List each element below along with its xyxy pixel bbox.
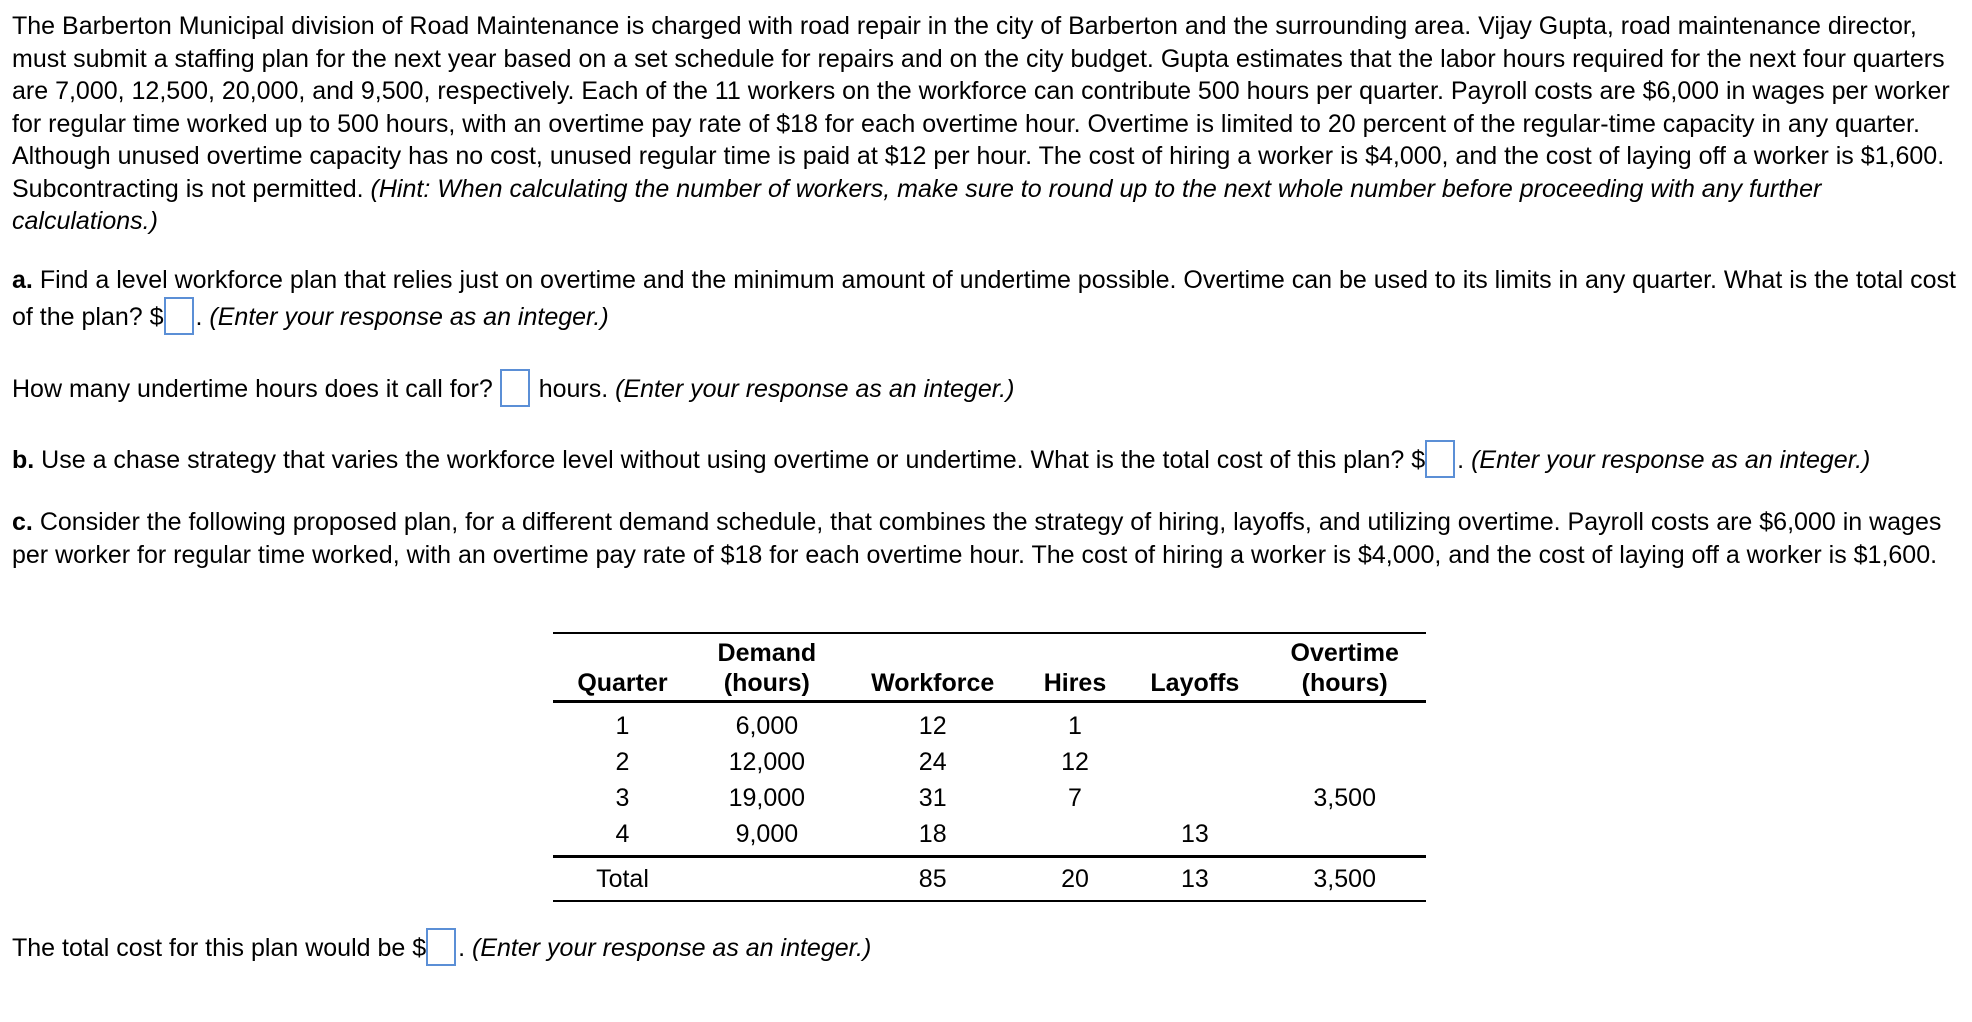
cell-layoffs: 13 xyxy=(1180,820,1209,848)
cell-quarter: 3 xyxy=(615,784,630,812)
cell-hires: 7 xyxy=(1068,784,1082,812)
final-instruction: (Enter your response as an integer.) xyxy=(472,934,872,962)
header-demand-unit: (hours) xyxy=(723,669,810,697)
total-hires: 20 xyxy=(1061,865,1089,893)
part-c-total-cost-input[interactable] xyxy=(426,928,456,966)
table-row xyxy=(553,702,1426,745)
header-hires: Hires xyxy=(1043,669,1107,697)
cell-workforce: 12 xyxy=(918,712,947,740)
part-a-total-cost-input[interactable] xyxy=(164,297,194,335)
total-label: Total xyxy=(596,865,649,893)
cell-overtime: 3,500 xyxy=(1313,784,1376,812)
staffing-plan-table xyxy=(553,632,1426,902)
header-overtime-unit: (hours) xyxy=(1301,669,1388,697)
table-row xyxy=(553,816,1426,857)
part-c-description: Consider the following proposed plan, for a different demand schedule, that combines the strategy of hiring, layoffs, and utilizing overtime. Payroll costs are $6,000 in wages per worker for regular time worked, with an overtime pay rate of $18 for each overtime hour. The cost of hiring a worker is $4,000, and the cost of laying off a worker is $1,600. xyxy=(12,508,1942,569)
cell-hires xyxy=(1024,816,1127,857)
total-demand xyxy=(692,857,842,902)
total-workforce: 85 xyxy=(918,865,947,893)
cell-layoffs xyxy=(1126,702,1263,745)
cell-demand: 19,000 xyxy=(728,784,806,812)
intro-hint: (Hint: When calculating the number of workers, make sure to round up to the next whole number before proceeding with any further calculations.) xyxy=(12,174,1822,235)
final-text: The total cost for this plan would be $ xyxy=(12,934,427,962)
header-demand: Demand xyxy=(717,639,817,667)
undertime-unit: hours. xyxy=(538,375,609,403)
cell-hires: 12 xyxy=(1061,748,1089,776)
total-layoffs: 13 xyxy=(1180,865,1209,893)
part-a-period: . xyxy=(195,302,203,331)
table-header-row xyxy=(553,633,1426,668)
header-quarter: Quarter xyxy=(577,669,668,697)
part-a-question xyxy=(12,264,1962,335)
part-a-text: Find a level workforce plan that relies just on overtime and the minimum amount of undertime possible. Overtime can be used to its limits in any quarter. What is the total cost of the plan? $ xyxy=(12,266,1956,331)
cell-demand: 9,000 xyxy=(735,820,799,848)
cell-hires: 1 xyxy=(1068,712,1082,740)
part-b-text: Use a chase strategy that varies the workforce level without using overtime or undertime. What is the total cost of this plan? $ xyxy=(41,446,1426,474)
total-overtime: 3,500 xyxy=(1313,865,1376,893)
header-overtime: Overtime xyxy=(1290,639,1399,667)
part-a-undertime-input[interactable] xyxy=(500,369,530,407)
cell-workforce: 18 xyxy=(918,820,947,848)
table-header-row xyxy=(553,668,1426,702)
cell-layoffs xyxy=(1126,744,1263,780)
cell-layoffs xyxy=(1126,780,1263,816)
part-c-letter: c. xyxy=(12,508,33,536)
final-period: . xyxy=(458,934,466,962)
part-a-undertime-question xyxy=(12,369,1962,407)
part-a-instruction: (Enter your response as an integer.) xyxy=(209,302,609,331)
part-c-text xyxy=(12,506,1962,571)
cell-workforce: 31 xyxy=(918,784,947,812)
cell-overtime xyxy=(1263,702,1426,745)
header-layoffs: Layoffs xyxy=(1150,669,1240,697)
table-row xyxy=(553,744,1426,780)
intro-text: The Barberton Municipal division of Road Maintenance is charged with road repair in the city of Barberton and the surrounding area. Vijay Gupta, road maintenance director, must submit a staffing plan for the next year based on a set schedule for repairs and on the city budget. Gupta estimates that the labor hours required for the next four quarters are 7,000, 12,500, 20,000, and 9,500, respectively. Each of the 11 workers on the workforce can contribute 500 hours per quarter. Payroll costs are $6,000 in wages per worker for regular time worked up to 500 hours, with an overtime pay rate of $18 for each overtime hour. Overtime is limited to 20 percent of the regular-time capacity in any quarter. Although unused overtime capacity has no cost, unused regular time is paid at $12 per hour. The cost of hiring a worker is $4,000, and the cost of laying off a worker is $1,600. Subcontracting is not permitted. xyxy=(12,12,1950,203)
part-a-letter: a. xyxy=(12,266,33,294)
undertime-instruction: (Enter your response as an integer.) xyxy=(615,375,1015,403)
part-b-total-cost-input[interactable] xyxy=(1425,440,1455,478)
part-b-period: . xyxy=(1457,446,1465,474)
cell-overtime xyxy=(1263,816,1426,857)
table-row xyxy=(553,780,1426,816)
undertime-text: How many undertime hours does it call for? xyxy=(12,375,493,403)
part-b-instruction: (Enter your response as an integer.) xyxy=(1471,446,1871,474)
cell-demand: 12,000 xyxy=(728,748,806,776)
part-b-question xyxy=(12,440,1962,478)
part-c-question xyxy=(12,928,1962,966)
cell-demand: 6,000 xyxy=(735,712,799,740)
table-total-row xyxy=(553,857,1426,902)
part-b-letter: b. xyxy=(12,446,35,474)
cell-quarter: 1 xyxy=(615,712,630,740)
cell-quarter: 2 xyxy=(615,748,630,776)
problem-intro xyxy=(12,10,1962,238)
cell-workforce: 24 xyxy=(918,748,947,776)
header-workforce: Workforce xyxy=(871,669,995,697)
cell-overtime xyxy=(1263,744,1426,780)
cell-quarter: 4 xyxy=(615,820,630,848)
